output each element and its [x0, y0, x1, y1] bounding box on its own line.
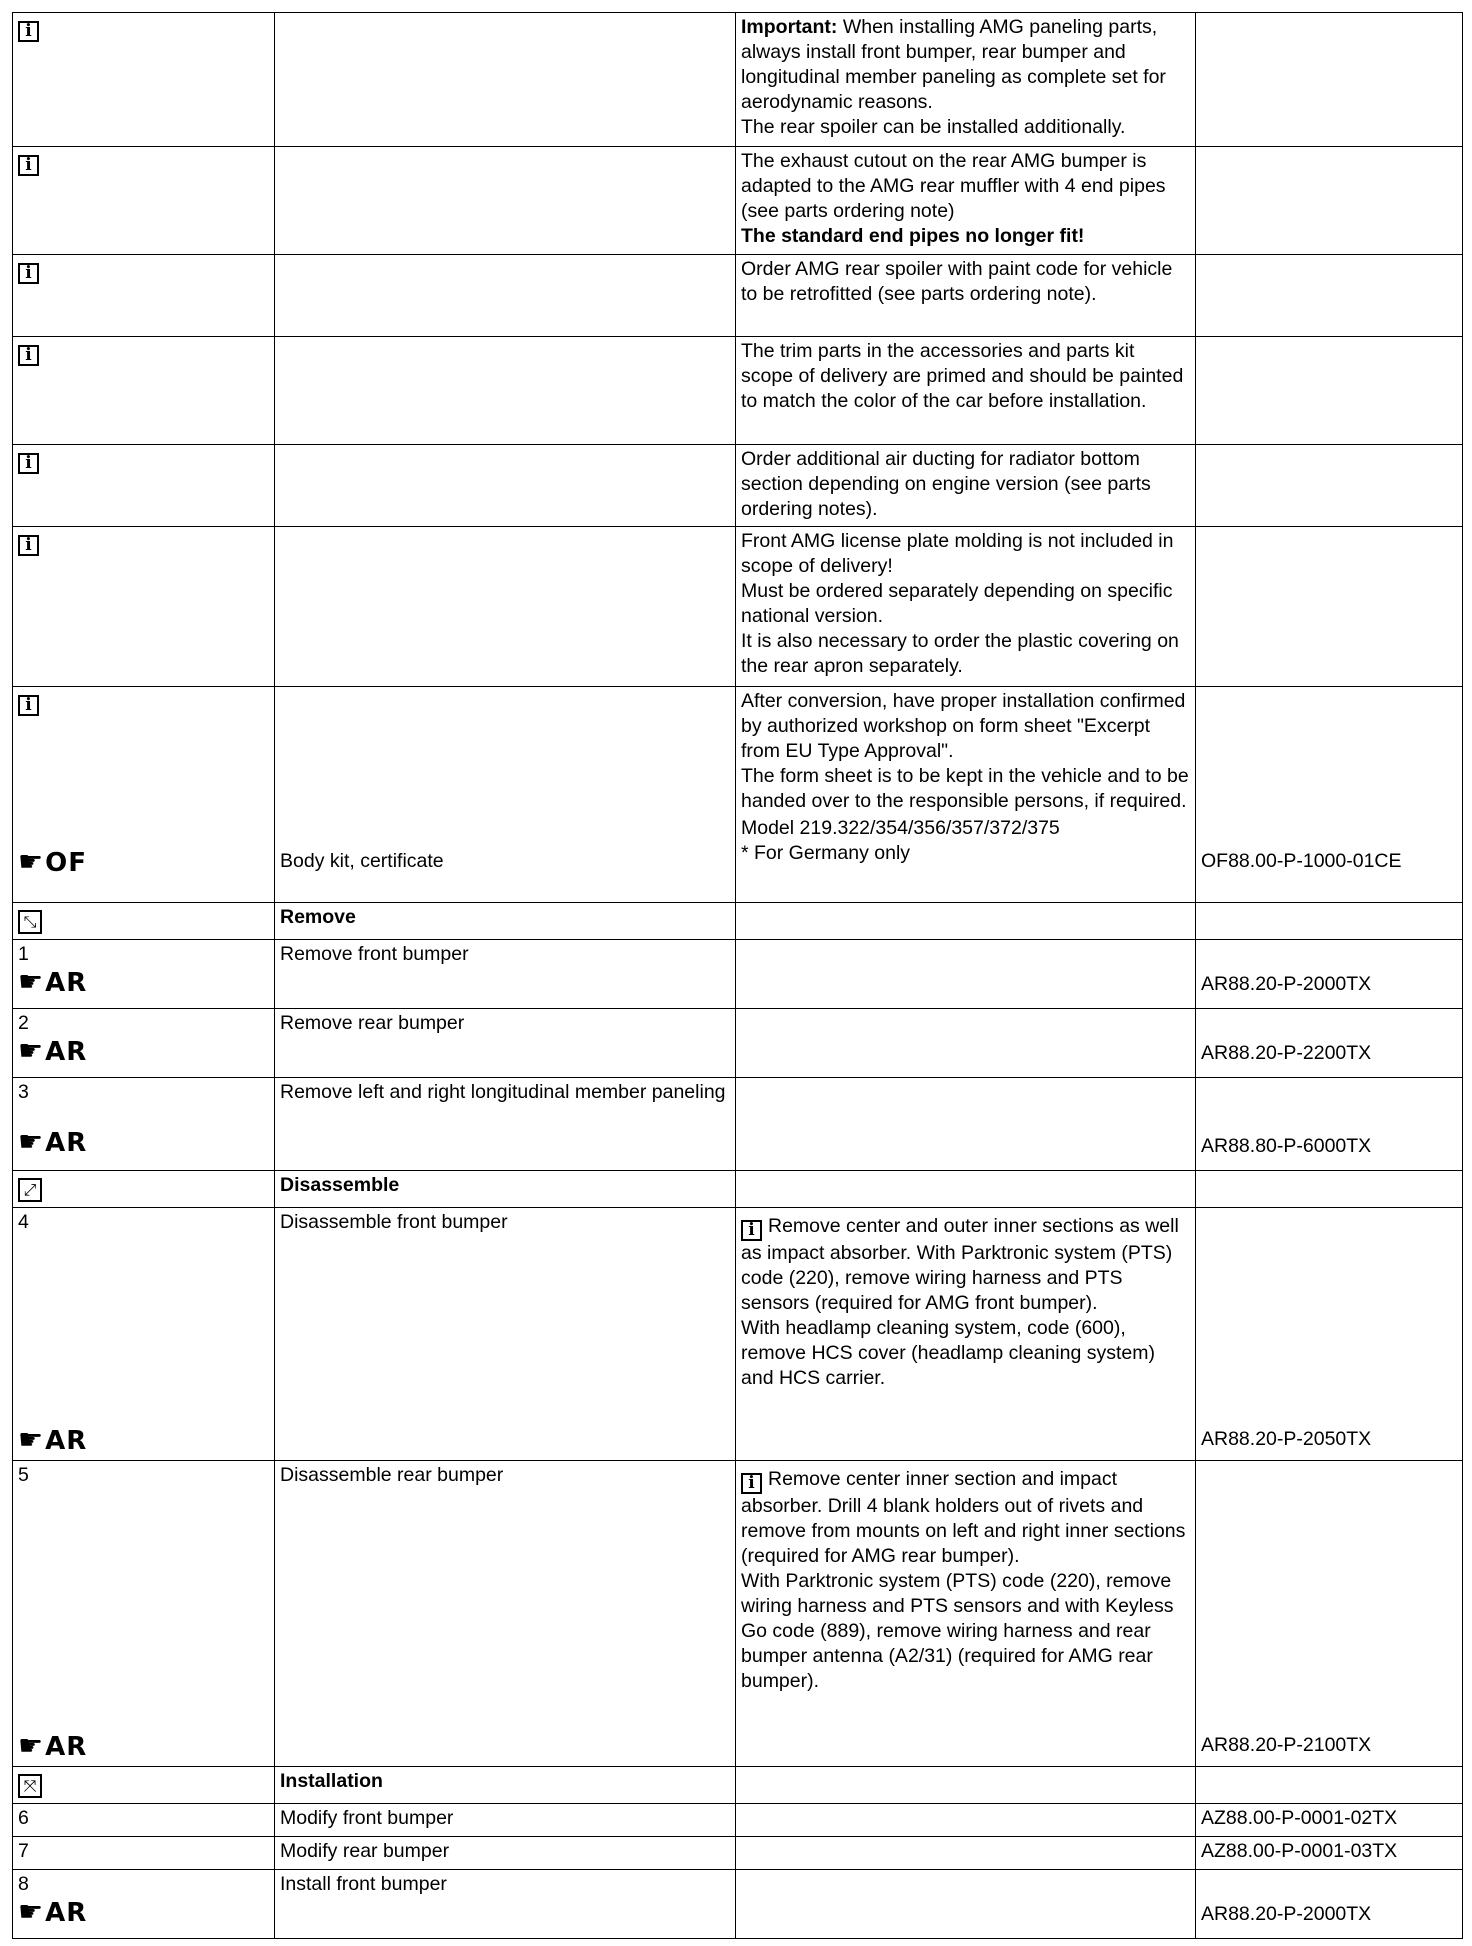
note-text: Remove center and outer inner sections as well as impact absorber. With Parktronic system (PTS) code (220), remove wiring harness and PTS sensors (required for AMG front bumper).	[741, 1215, 1179, 1314]
empty-cell	[736, 1078, 1196, 1171]
empty-cell	[736, 940, 1196, 1009]
info-icon: i	[18, 345, 39, 366]
doc-ref-cell	[1196, 1078, 1463, 1171]
section-row-disassemble	[13, 1171, 1463, 1208]
info-line: It is also necessary to order the plastic covering on the rear apron separately.	[741, 630, 1179, 677]
info-line: Order AMG rear spoiler with paint code for vehicle to be retrofitted (see parts ordering note).	[741, 258, 1173, 305]
info-row	[13, 527, 1463, 687]
step-cell	[13, 940, 275, 1009]
disassemble-icon: ⤢	[18, 1178, 42, 1202]
info-icon: i	[18, 263, 39, 284]
empty-cell	[275, 337, 736, 445]
doc-ref[interactable]: AR88.80-P-6000TX	[1201, 1135, 1372, 1157]
info-row	[13, 13, 1463, 147]
ar-reference-link[interactable]	[18, 1731, 269, 1762]
step-cell	[13, 1078, 275, 1171]
info-row	[13, 445, 1463, 527]
info-line: After conversion, have proper installation confirmed by authorized workshop on form sheet "Excerpt from EU Type Approval".	[741, 690, 1186, 762]
info-text	[736, 527, 1196, 687]
step-text: Install front bumper	[275, 1870, 736, 1939]
step-number: 6	[13, 1804, 275, 1837]
doc-ref-cell	[1196, 1208, 1463, 1461]
procedure-table	[12, 12, 1463, 1939]
ref-label: AR	[45, 1426, 88, 1456]
step-row	[13, 1078, 1463, 1171]
empty-cell	[1196, 255, 1463, 337]
certificate-row	[13, 687, 1463, 903]
doc-ref[interactable]: OF88.00-P-1000-01CE	[1201, 850, 1402, 872]
step-cell	[13, 1461, 275, 1767]
empty-cell	[1196, 527, 1463, 687]
step-row	[13, 1870, 1463, 1939]
info-icon: i	[18, 453, 39, 474]
doc-ref[interactable]: AR88.20-P-2000TX	[1201, 973, 1372, 995]
ar-reference-link[interactable]	[18, 1127, 269, 1158]
step-number: 1	[18, 943, 29, 965]
empty-cell	[736, 1804, 1196, 1837]
step-cell	[13, 1870, 275, 1939]
step-cell	[13, 1208, 275, 1461]
step-number: 8	[18, 1873, 29, 1895]
empty-cell	[736, 1009, 1196, 1078]
info-text	[736, 255, 1196, 337]
step-row	[13, 940, 1463, 1009]
doc-ref[interactable]: AR88.20-P-2200TX	[1201, 1042, 1372, 1064]
ref-label: AR	[45, 1898, 88, 1928]
info-row	[13, 255, 1463, 337]
info-bold-prefix: Important:	[741, 16, 838, 38]
install-icon: ⤧	[18, 1774, 42, 1798]
icon-cell	[13, 337, 275, 445]
pointing-hand-icon: ☛	[18, 1895, 44, 1928]
ref-label: AR	[45, 968, 88, 998]
empty-cell	[736, 1870, 1196, 1939]
step-row	[13, 1804, 1463, 1837]
note-line	[741, 1467, 1190, 1569]
pointing-hand-icon: ☛	[18, 1423, 44, 1456]
doc-ref[interactable]: AR88.20-P-2100TX	[1201, 1734, 1372, 1756]
empty-cell	[736, 1837, 1196, 1870]
ref-label: AR	[45, 1732, 88, 1762]
description-cell	[275, 687, 736, 903]
model-note: * For Germany only	[741, 842, 911, 864]
pointing-hand-icon: ☛	[18, 965, 44, 998]
remove-icon: ⤡	[18, 910, 42, 934]
empty-cell	[1196, 13, 1463, 147]
note-text: Remove center inner section and impact absorber. Drill 4 blank holders out of rivets and remove from mounts on left and right inner sections (required for AMG rear bumper).	[741, 1468, 1186, 1567]
note-line	[741, 1214, 1190, 1316]
empty-cell	[1196, 337, 1463, 445]
of-reference-link[interactable]	[18, 847, 269, 878]
info-icon: i	[18, 535, 39, 556]
step-number: 3	[18, 1081, 29, 1103]
ref-label: OF	[45, 848, 87, 878]
empty-cell	[275, 527, 736, 687]
info-row	[13, 147, 1463, 255]
doc-ref[interactable]: AR88.20-P-2000TX	[1201, 1903, 1372, 1925]
info-line: Must be ordered separately depending on specific national version.	[741, 580, 1173, 627]
doc-ref-cell	[1196, 1461, 1463, 1767]
step-number: 5	[18, 1464, 29, 1486]
step-text: Remove left and right longitudinal member paneling	[275, 1078, 736, 1171]
step-number: 7	[13, 1837, 275, 1870]
empty-cell	[736, 1767, 1196, 1804]
info-line: Order additional air ducting for radiator bottom section depending on engine version (see parts ordering notes).	[741, 448, 1151, 520]
info-line: The form sheet is to be kept in the vehicle and to be handed over to the responsible persons, if required.	[741, 765, 1189, 812]
icon-cell	[13, 445, 275, 527]
note-line: With Parktronic system (PTS) code (220), remove wiring harness and PTS sensors and with Keyless Go code (889), remove wiring harness and rear bumper antenna (A2/31) (required for AMG rear bumper).	[741, 1570, 1174, 1692]
step-text: Disassemble rear bumper	[275, 1461, 736, 1767]
section-title: Disassemble	[275, 1171, 736, 1208]
ar-reference-link[interactable]	[18, 1034, 88, 1067]
info-line	[741, 15, 1190, 115]
info-line: The exhaust cutout on the rear AMG bumper is adapted to the AMG rear muffler with 4 end pipes (see parts ordering note)	[741, 150, 1166, 222]
step-text: Remove rear bumper	[275, 1009, 736, 1078]
step-cell	[13, 1009, 275, 1078]
pointing-hand-icon: ☛	[18, 1034, 44, 1067]
doc-ref[interactable]: AZ88.00-P-0001-02TX	[1196, 1804, 1463, 1837]
step-row	[13, 1461, 1463, 1767]
info-icon: i	[18, 155, 39, 176]
section-title: Installation	[275, 1767, 736, 1804]
icon-cell	[13, 527, 275, 687]
section-row-installation	[13, 1767, 1463, 1804]
info-text-span: When installing AMG paneling parts, always install front bumper, rear bumper and longitudinal member paneling as complete set for aerodynamic reasons.	[741, 16, 1166, 113]
icon-cell	[13, 687, 275, 903]
doc-ref-cell	[1196, 1009, 1463, 1078]
step-row	[13, 1009, 1463, 1078]
empty-cell	[736, 903, 1196, 940]
step-text: Remove front bumper	[275, 940, 736, 1009]
empty-cell	[275, 147, 736, 255]
info-line: Front AMG license plate molding is not included in scope of delivery!	[741, 530, 1174, 577]
empty-cell	[1196, 445, 1463, 527]
ref-label: AR	[45, 1128, 88, 1158]
empty-cell	[275, 255, 736, 337]
empty-cell	[1196, 1767, 1463, 1804]
doc-ref-cell	[1196, 1870, 1463, 1939]
info-text	[736, 13, 1196, 147]
step-text: Modify rear bumper	[275, 1837, 736, 1870]
info-icon: i	[18, 21, 39, 42]
icon-cell	[13, 1767, 275, 1804]
doc-ref[interactable]: AR88.20-P-2050TX	[1201, 1428, 1372, 1450]
section-title: Remove	[275, 903, 736, 940]
empty-cell	[1196, 1171, 1463, 1208]
step-row	[13, 1837, 1463, 1870]
doc-ref-cell	[1196, 940, 1463, 1009]
info-text	[736, 687, 1196, 903]
ar-reference-link[interactable]	[18, 965, 88, 998]
info-text	[736, 147, 1196, 255]
doc-ref-cell	[1196, 687, 1463, 903]
empty-cell	[275, 445, 736, 527]
empty-cell	[275, 13, 736, 147]
info-icon: i	[18, 695, 39, 716]
info-text	[736, 445, 1196, 527]
icon-cell	[13, 1171, 275, 1208]
info-icon: i	[741, 1473, 762, 1494]
note-cell	[736, 1208, 1196, 1461]
step-row	[13, 1208, 1463, 1461]
info-icon: i	[741, 1220, 762, 1241]
icon-cell	[13, 13, 275, 147]
doc-ref[interactable]: AZ88.00-P-0001-03TX	[1196, 1837, 1463, 1870]
empty-cell	[736, 1171, 1196, 1208]
pointing-hand-icon: ☛	[18, 845, 44, 878]
step-text: Disassemble front bumper	[275, 1208, 736, 1461]
note-cell	[736, 1461, 1196, 1767]
model-text: Model 219.322/354/356/357/372/375	[741, 817, 1060, 839]
step-number: 2	[18, 1012, 29, 1034]
ar-reference-link[interactable]	[18, 1895, 88, 1928]
section-row-remove	[13, 903, 1463, 940]
info-line-bold: The standard end pipes no longer fit!	[741, 225, 1085, 247]
step-text: Modify front bumper	[275, 1804, 736, 1837]
pointing-hand-icon: ☛	[18, 1729, 44, 1762]
empty-cell	[1196, 147, 1463, 255]
icon-cell	[13, 147, 275, 255]
info-text	[736, 337, 1196, 445]
info-line: The rear spoiler can be installed additionally.	[741, 116, 1126, 138]
icon-cell	[13, 903, 275, 940]
step-number: 4	[18, 1211, 29, 1233]
icon-cell	[13, 255, 275, 337]
pointing-hand-icon: ☛	[18, 1125, 44, 1158]
empty-cell	[1196, 903, 1463, 940]
description-text: Body kit, certificate	[280, 850, 444, 872]
ref-label: AR	[45, 1037, 88, 1067]
ar-reference-link[interactable]	[18, 1425, 269, 1456]
note-line: With headlamp cleaning system, code (600), remove HCS cover (headlamp cleaning system) and HCS carrier.	[741, 1317, 1155, 1389]
info-row	[13, 337, 1463, 445]
info-line: The trim parts in the accessories and parts kit scope of delivery are primed and should be painted to match the color of the car before installation.	[741, 340, 1184, 412]
